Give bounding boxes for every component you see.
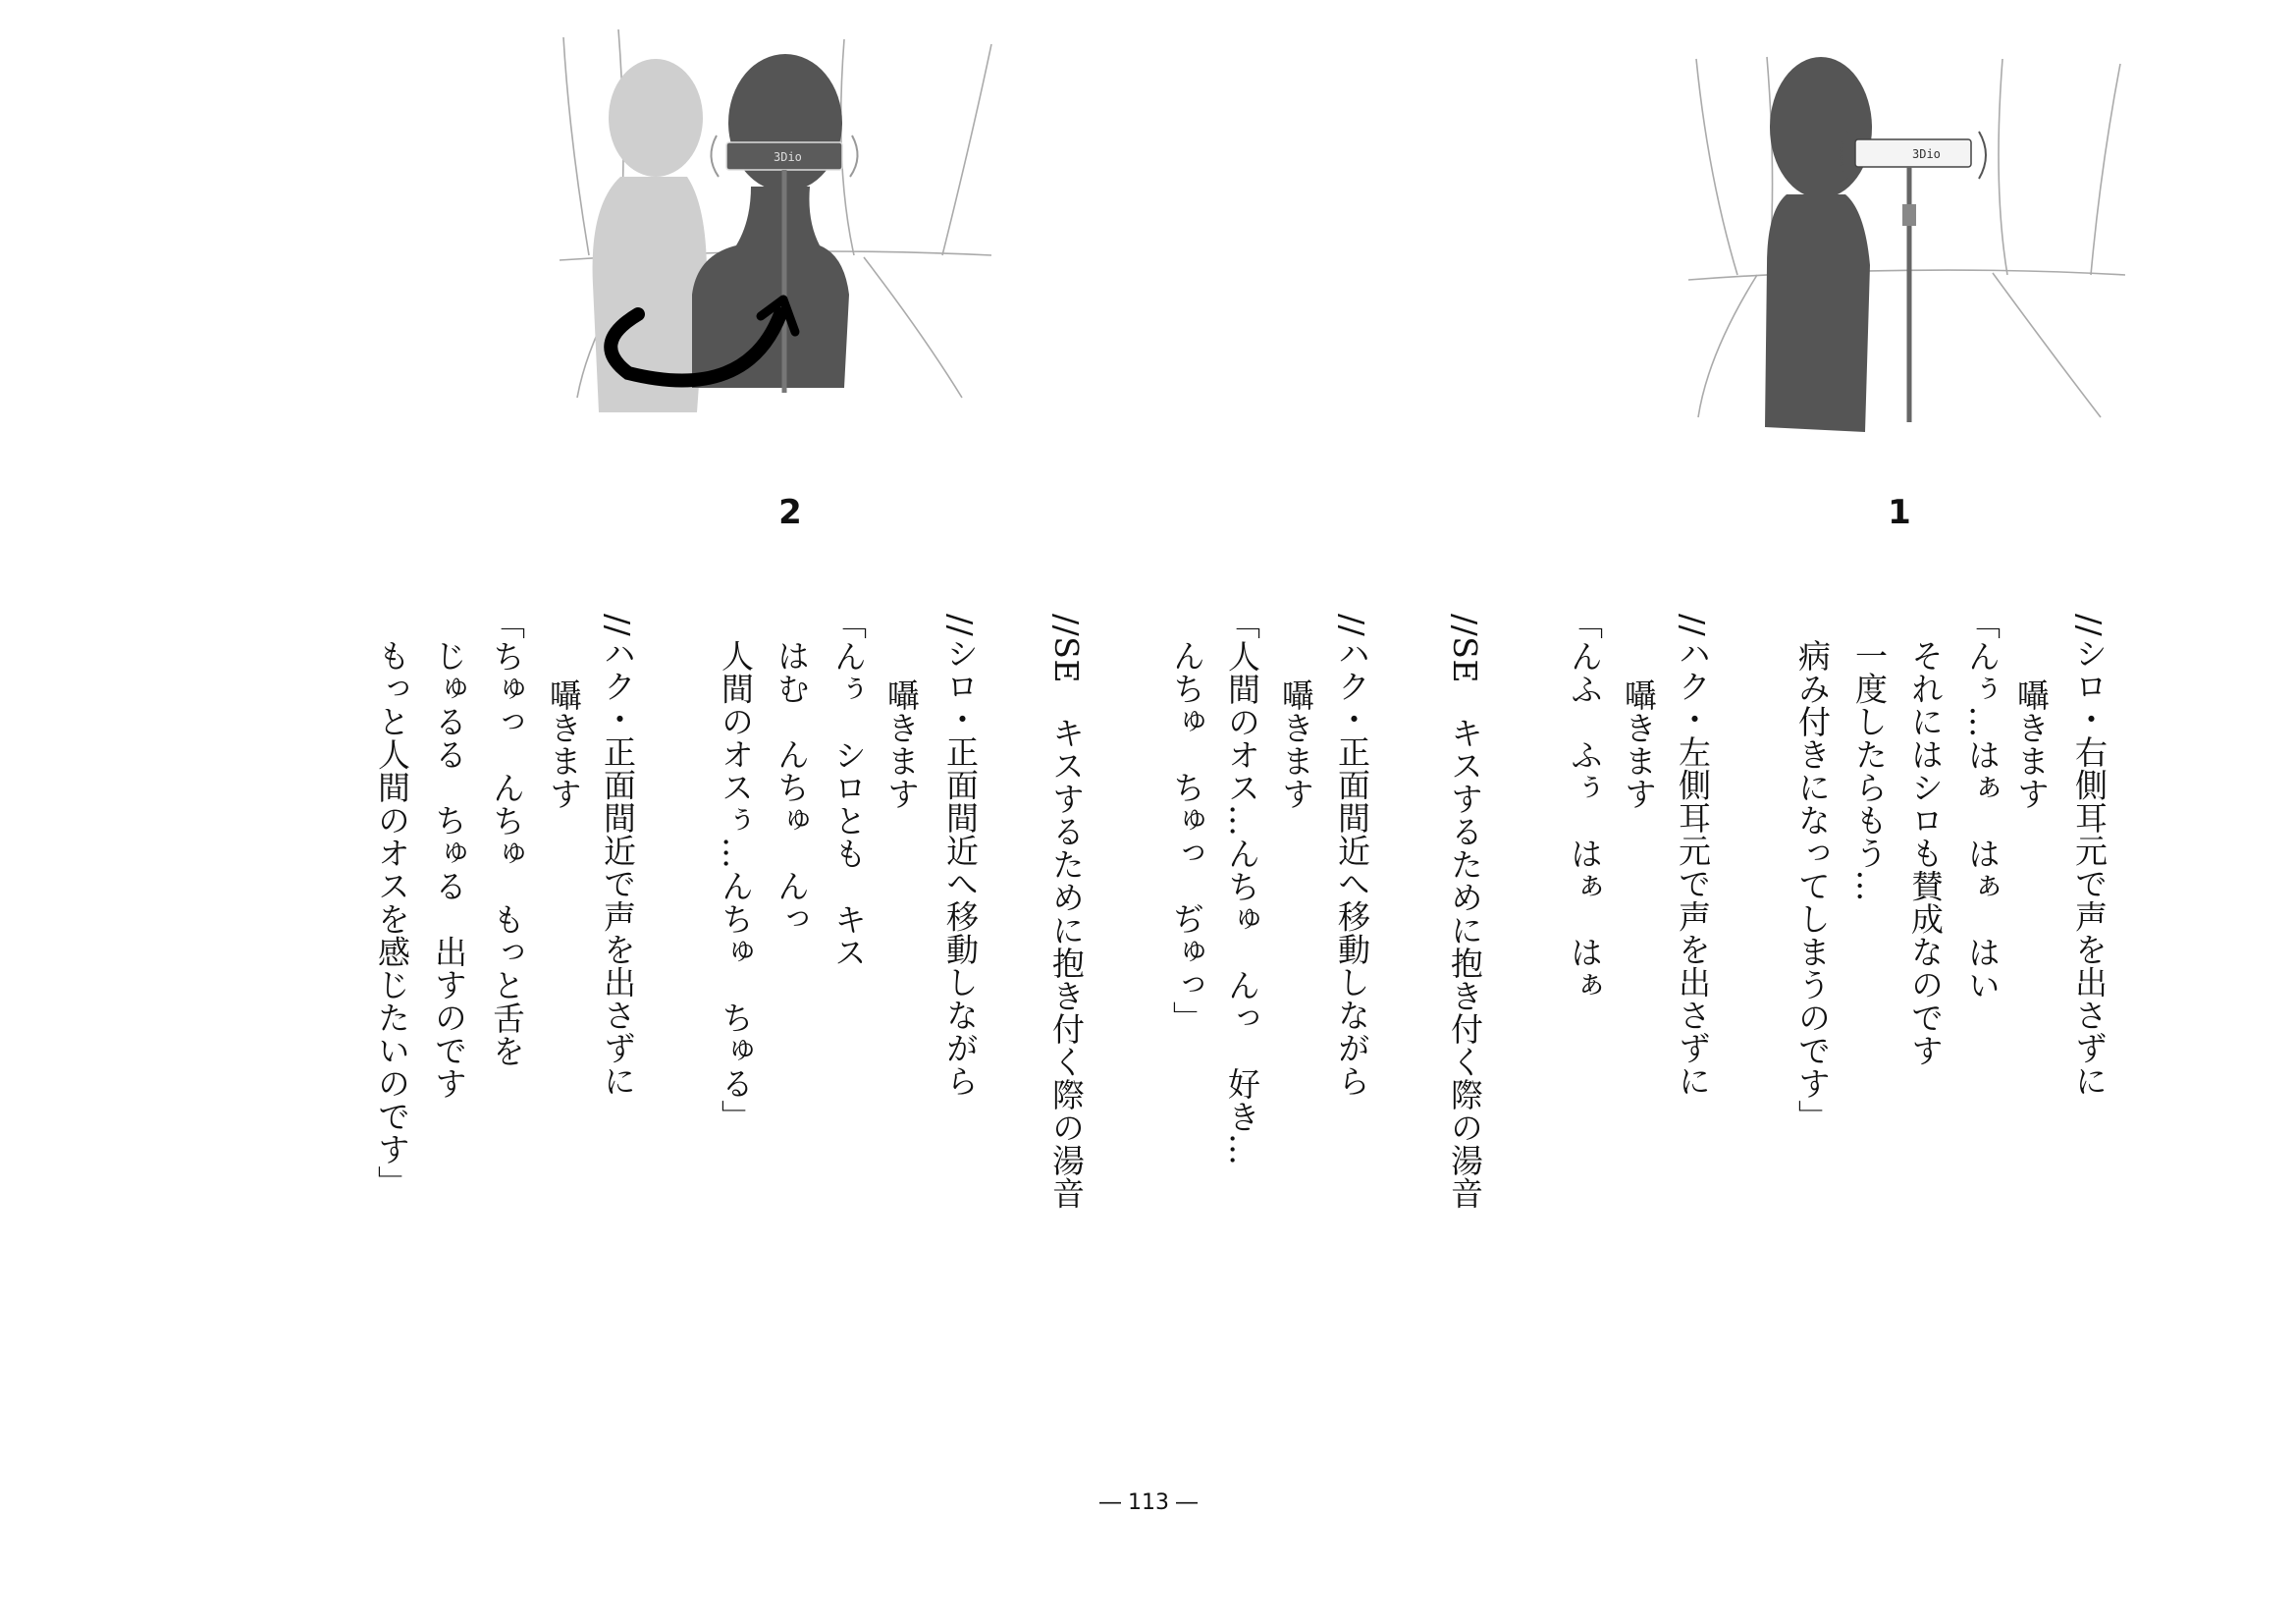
script-line-15: //SE キスするために抱き付く際の湯音: [1047, 614, 1086, 1210]
panel-number-2: 2: [778, 493, 802, 532]
script-line-16: //シロ・正面間近へ移動しながら: [941, 614, 980, 1098]
script-line-1: //シロ・右側耳元で声を出さずに: [2070, 614, 2109, 1098]
script-line-13: 「人間のオス…んちゅ んっ 好き…: [1223, 607, 1261, 1166]
script-line-14: んちゅ ちゅっ ぢゅっ」: [1168, 639, 1206, 1034]
script-line-17: 囁きます: [882, 678, 921, 810]
illustration-panel-2: [550, 20, 1011, 422]
script-line-7: //ハク・左側耳元で声を出さずに: [1674, 614, 1712, 1098]
script-line-12: 囁きます: [1277, 678, 1315, 810]
script-line-21: //ハク・正面間近で声を出さずに: [599, 614, 637, 1098]
script-line-8: 囁きます: [1620, 678, 1658, 810]
script-line-9: 「んふ ふぅ はぁ はぁ: [1566, 607, 1604, 1001]
svg-text:3Dio: 3Dio: [774, 150, 802, 164]
script-line-20: 人間のオスぅ…んちゅ ちゅる」: [717, 639, 755, 1133]
illustration-panel-1: [1679, 39, 2140, 452]
panel-number-1: 1: [1888, 493, 1911, 532]
script-line-24: じゅるる ちゅる 出すのです: [430, 639, 468, 1100]
script-line-18: 「んぅ シロとも キス: [829, 607, 868, 969]
page-number: ― 113 ―: [1099, 1490, 1198, 1515]
script-line-23: 「ちゅっ んちゅ もっと舌を: [488, 607, 526, 1067]
script-line-25: もっと人間のオスを感じたいのです」: [373, 639, 411, 1199]
script-line-19: はむ んちゅ んっ: [773, 639, 811, 936]
figure-silhouette: [1765, 57, 1872, 432]
script-line-11: //ハク・正面間近へ移動しながら: [1333, 614, 1371, 1098]
script-line-10: //SE キスするために抱き付く際の湯音: [1446, 614, 1484, 1210]
script-line-3: 「んぅ…はぁ はぁ はい: [1963, 607, 2002, 1001]
script-line-2: 囁きます: [2012, 678, 2051, 810]
script-line-22: 囁きます: [545, 678, 583, 810]
script-line-6: 病み付きになってしまうのです」: [1793, 639, 1832, 1133]
script-line-4: それにはシロも賛成なのです: [1906, 639, 1945, 1067]
script-line-5: 一度したらもう…: [1850, 639, 1889, 902]
svg-text:3Dio: 3Dio: [1912, 147, 1941, 161]
